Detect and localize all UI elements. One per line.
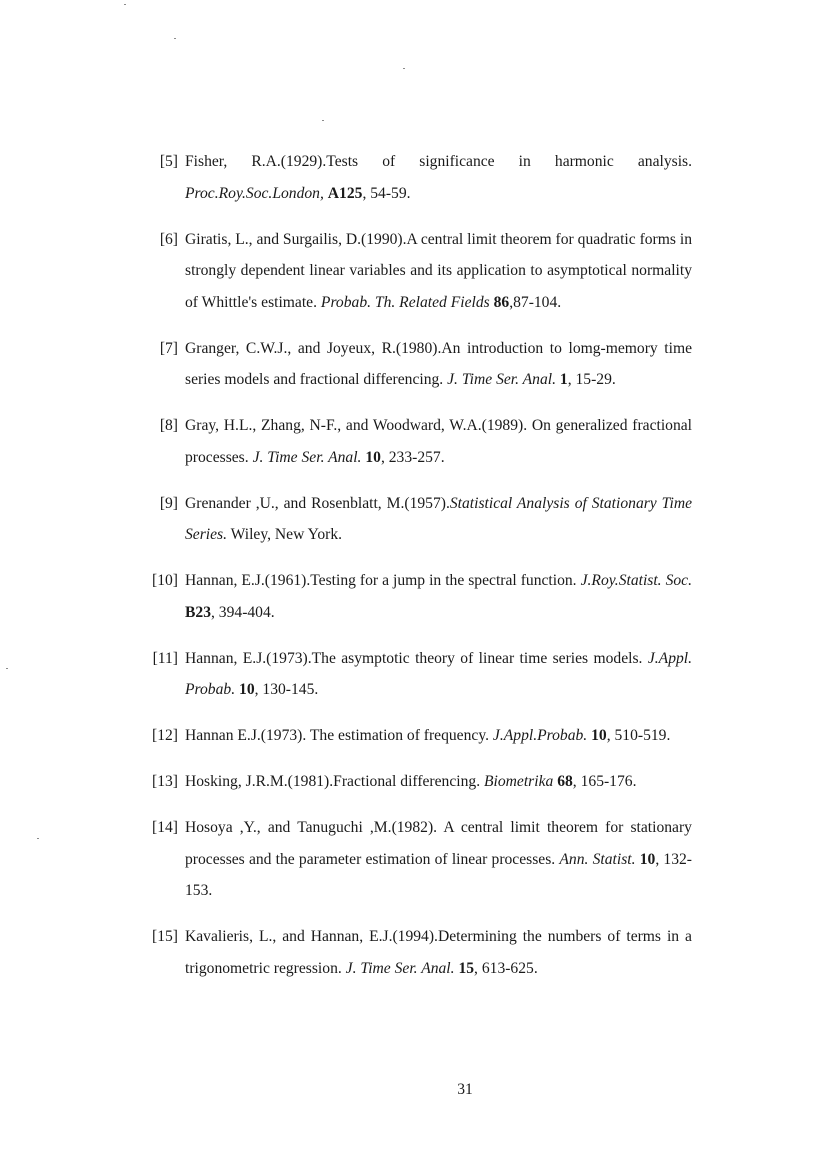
reference-venue: Probab. Th. Related Fields xyxy=(320,293,490,311)
reference-number: [14] xyxy=(152,819,178,836)
reference-item xyxy=(150,224,692,319)
reference-item xyxy=(150,488,692,551)
reference-item xyxy=(150,812,692,907)
page-number: 31 xyxy=(457,1081,473,1098)
reference-number: [10] xyxy=(152,572,178,589)
reference-number: [9] xyxy=(159,494,178,512)
scan-speck xyxy=(6,668,8,669)
reference-list xyxy=(150,146,692,999)
reference-venue: J. Time Ser. Anal. xyxy=(447,371,556,388)
reference-volume: 10 xyxy=(591,727,607,744)
reference-volume: B23 xyxy=(185,603,211,621)
reference-authors: Giratis, L., and Surgailis, D.(1990). xyxy=(185,230,407,248)
reference-volume: 15 xyxy=(458,959,475,977)
reference-volume: 10 xyxy=(639,850,656,868)
reference-authors: Grenander ,U., and Rosenblatt, M.(1957). xyxy=(185,494,450,512)
reference-title: Fractional differencing. xyxy=(333,773,481,790)
reference-item xyxy=(150,720,692,752)
reference-item xyxy=(150,146,692,209)
reference-authors: Hannan E.J.(1973). xyxy=(185,727,307,744)
reference-title: An introduction to lomg-memory time series models and fractional differencing. xyxy=(185,339,692,388)
reference-venue: J. Time Ser. Anal. xyxy=(345,959,455,977)
reference-title: The estimation of frequency. xyxy=(309,727,490,744)
reference-volume: 10 xyxy=(239,681,255,698)
reference-venue: Biometrika xyxy=(484,773,554,790)
reference-number: [15] xyxy=(152,928,178,945)
reference-authors: Hannan, E.J.(1961). xyxy=(185,572,311,589)
reference-title: On generalized fractional processes. xyxy=(185,417,692,466)
reference-item xyxy=(150,921,692,984)
reference-venue: Proc.Roy.Soc.London, xyxy=(185,184,324,202)
reference-authors: Hannan, E.J.(1973). xyxy=(185,649,312,667)
scan-speck xyxy=(322,120,324,121)
reference-venue: J.Appl.Probab. xyxy=(492,727,588,744)
reference-number: [11] xyxy=(152,649,178,667)
reference-number: [13] xyxy=(152,773,178,790)
reference-pages: , 510-519. xyxy=(606,727,671,744)
reference-pages: , 130-145. xyxy=(254,681,319,698)
reference-authors: Hosoya ,Y., and Tanuguchi ,M.(1982). xyxy=(185,819,438,836)
reference-title: The asymptotic theory of linear time series models. xyxy=(311,649,643,667)
scan-speck xyxy=(37,838,39,839)
reference-item xyxy=(150,410,692,473)
reference-authors: Gray, H.L., Zhang, N-F., and Woodward, W.A.(1989). xyxy=(185,417,528,434)
reference-venue: J.Appl. Probab. xyxy=(185,649,693,698)
reference-pages: , 394-404. xyxy=(211,603,275,621)
scan-speck xyxy=(403,68,405,69)
reference-number: [8] xyxy=(159,417,178,434)
reference-item xyxy=(150,766,692,798)
reference-number: [7] xyxy=(159,339,178,357)
reference-pages: , 613-625. xyxy=(474,959,538,977)
reference-publisher: Wiley, New York. xyxy=(230,526,343,543)
reference-title: Tests of significance in harmonic analysis. xyxy=(326,153,693,170)
reference-authors: Fisher, R.A.(1929). xyxy=(185,153,327,170)
reference-volume: 10 xyxy=(365,448,381,466)
reference-pages: ,87-104. xyxy=(509,293,562,311)
reference-volume: 1 xyxy=(559,371,568,388)
reference-item xyxy=(150,565,692,628)
reference-book-title: Statistical Analysis of Stationary Time Series. xyxy=(185,494,692,543)
reference-title: Determining the numbers of terms in a trigonometric regression. xyxy=(185,928,692,977)
reference-title: A central limit theorem for quadratic forms in strongly dependent linear variables and its application to asymptotical normality of Whittle's estimate. xyxy=(185,230,692,311)
reference-venue: Ann. Statist. xyxy=(559,850,636,868)
scan-speck xyxy=(124,4,126,5)
reference-venue: J. Time Ser. Anal. xyxy=(252,448,362,466)
reference-authors: Granger, C.W.J., and Joyeux, R.(1980). xyxy=(185,339,442,357)
reference-pages: , 233-257. xyxy=(380,448,445,466)
reference-authors: Hosking, J.R.M.(1981). xyxy=(185,773,334,790)
reference-item xyxy=(150,333,692,396)
reference-pages: , 54-59. xyxy=(362,184,411,202)
reference-title: Testing for a jump in the spectral function. xyxy=(310,572,577,589)
reference-authors: Kavalieris, L., and Hannan, E.J.(1994). xyxy=(185,928,438,945)
reference-item xyxy=(150,643,692,706)
reference-title: A central limit theorem for stationary processes and the parameter estimation of linear processes. xyxy=(185,819,692,868)
scan-speck xyxy=(174,38,176,39)
reference-pages: , 132-153. xyxy=(185,850,692,899)
reference-volume: A125 xyxy=(327,184,363,202)
reference-number: [6] xyxy=(159,230,178,248)
reference-volume: 68 xyxy=(557,773,573,790)
reference-number: [5] xyxy=(159,153,178,170)
reference-venue: J.Roy.Statist. Soc. xyxy=(580,572,692,589)
reference-pages: , 15-29. xyxy=(567,371,616,388)
reference-pages: , 165-176. xyxy=(572,773,637,790)
reference-number: [12] xyxy=(152,727,178,744)
reference-volume: 86 xyxy=(493,293,510,311)
